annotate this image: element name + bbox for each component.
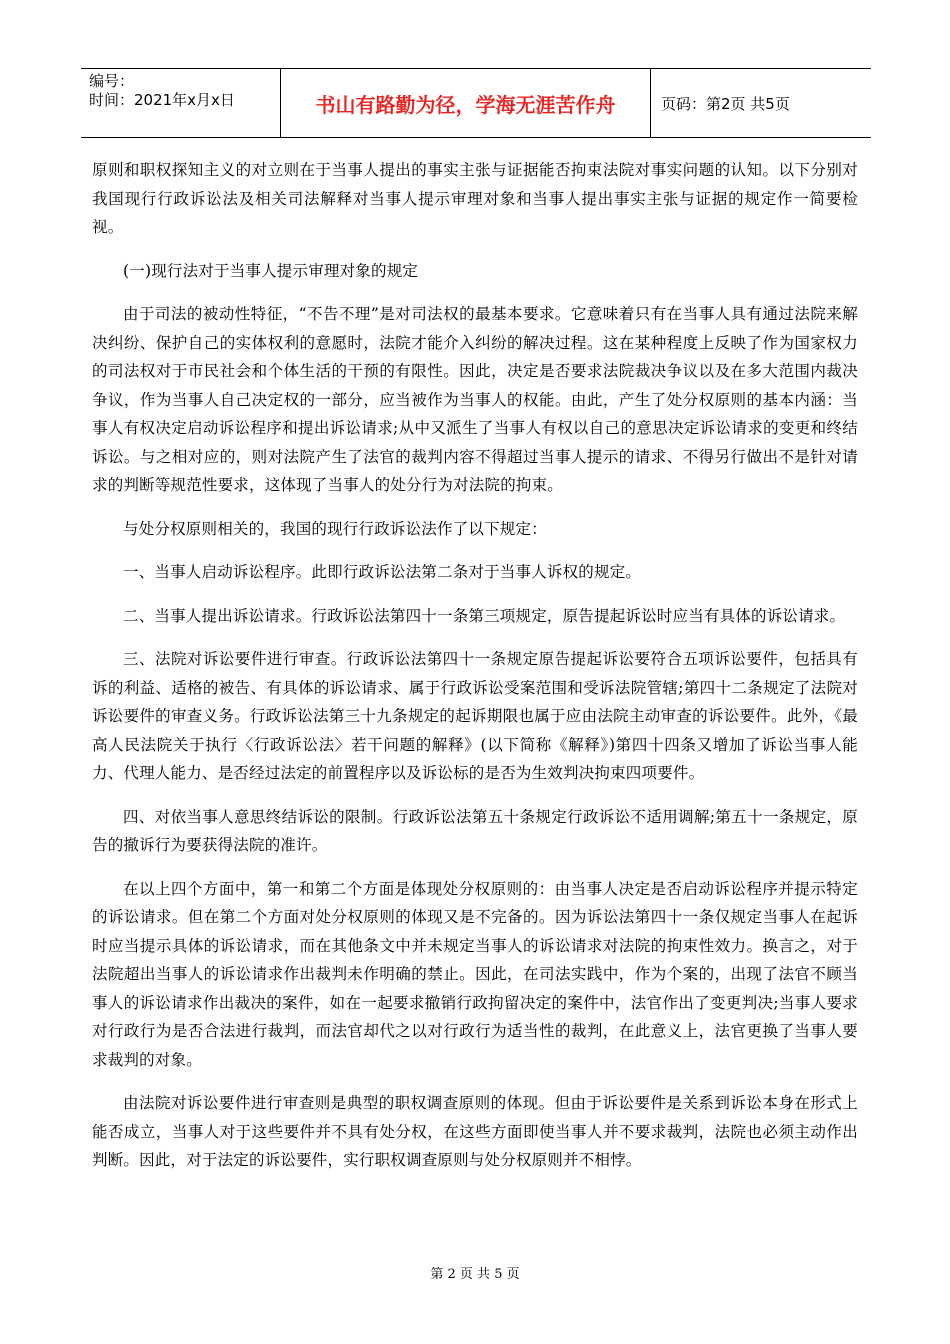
list-item: 一、当事人启动诉讼程序。此即行政诉讼法第二条对于当事人诉权的规定。 — [123, 563, 642, 581]
header-meta-cell — [81, 69, 281, 137]
paragraph: 由于司法的被动性特征，“不告不理”是对司法权的最基本要求。它意味着只有在当事人具有通过法院来解决纠纷、保护自己的实体权利的意愿时，法院才能介入纠纷的解决过程。这在某种程度上反映了作为国家权力的司法权对于市民社会和个体生活的干预的有限性。因此，决定是否要求法院裁决争议以及在多大范围内裁决争议，作为当事人自己决定权的一部分，应当被作为当事人的权能。由此，产生了处分权原则的基本内涵：当事人有权决定启动诉讼程序和提出诉讼请求;从中又派生了当事人有权以自己的意思决定诉讼请求的变更和终结诉讼。与之相对应的，则对法院产生了法官的裁判内容不得超过当事人提示的请求、不得另行做出不是针对请求的判断等规范性要求，这体现了当事人的处分行为对法院的拘束。 — [92, 305, 858, 494]
paragraph: 与处分权原则相关的，我国的现行行政诉讼法作了以下规定： — [123, 519, 547, 538]
section-heading: (一)现行法对于当事人提示审理对象的规定 — [123, 261, 419, 280]
page-footer: 第 2 页 共 5 页 — [430, 1267, 520, 1282]
number-label: 编号： — [89, 72, 135, 90]
header-page-label: 页码：第2页 共5页 — [661, 94, 790, 113]
paragraph: 由法院对诉讼要件进行审查则是典型的职权调查原则的体现。但由于诉讼要件是关系到诉讼本身在形式上能否成立，当事人对于这些要件并不具有处分权，在这些方面即使当事人并不要求裁判，法院也必须主动作出判断。因此，对于法定的诉讼要件，实行职权调查原则与处分权原则并不相悖。 — [92, 1094, 858, 1169]
document-header — [81, 68, 871, 138]
list-item: 二、当事人提出诉讼请求。行政诉讼法第四十一条第三项规定，原告提起诉讼时应当有具体的诉讼请求。 — [123, 606, 846, 625]
paragraph: 原则和职权探知主义的对立则在于当事人提出的事实主张与证据能否拘束法院对事实问题的认知。以下分别对我国现行行政诉讼法及相关司法解释对当事人提示审理对象和当事人提出事实主张与证据的规定作一简要检视。 — [92, 161, 858, 236]
list-item: 三、法院对诉讼要件进行审查。行政诉讼法第四十一条规定原告提起诉讼要符合五项诉讼要件，包括具有诉的利益、适格的被告、有具体的诉讼请求、属于行政诉讼受案范围和受诉法院管辖;第四十二条规定了法院对诉讼要件的审查义务。行政诉讼法第三十九条规定的起诉期限也属于应由法院主动审查的诉讼要件。此外，《最高人民法院关于执行〈行政诉讼法〉若干问题的解释》(以下简称《解释》)第四十四条又增加了诉讼当事人能力、代理人能力、是否经过法定的前置程序以及诉讼标的是否为生效判决拘束四项要件。 — [92, 650, 858, 782]
time-label: 时间：2021年x月x日 — [89, 91, 235, 109]
document-body — [92, 156, 858, 1190]
list-item: 四、对依当事人意思终结诉讼的限制。行政诉讼法第五十条规定行政诉讼不适用调解;第五十一条规定，原告的撤诉行为要获得法院的准许。 — [92, 807, 858, 854]
header-motto: 书山有路勤为径，学海无涯苦作舟 — [281, 69, 651, 137]
paragraph: 在以上四个方面中，第一和第二个方面是体现处分权原则的：由当事人决定是否启动诉讼程序并提示特定的诉讼请求。但在第二个方面对处分权原则的体现又是不完备的。因为诉讼法第四十一条仅规定当事人在起诉时应当提示具体的诉讼请求，而在其他条文中并未规定当事人的诉讼请求对法院的拘束性效力。换言之，对于法院超出当事人的诉讼请求作出裁判未作明确的禁止。因此，在司法实践中，作为个案的，出现了法官不顾当事人的诉讼请求作出裁决的案件，如在一起要求撤销行政拘留决定的案件中，法官作出了变更判决;当事人要求对行政行为是否合法进行裁判，而法官却代之以对行政行为适当性的裁判，在此意义上，法官更换了当事人要求裁判的对象。 — [92, 879, 858, 1069]
